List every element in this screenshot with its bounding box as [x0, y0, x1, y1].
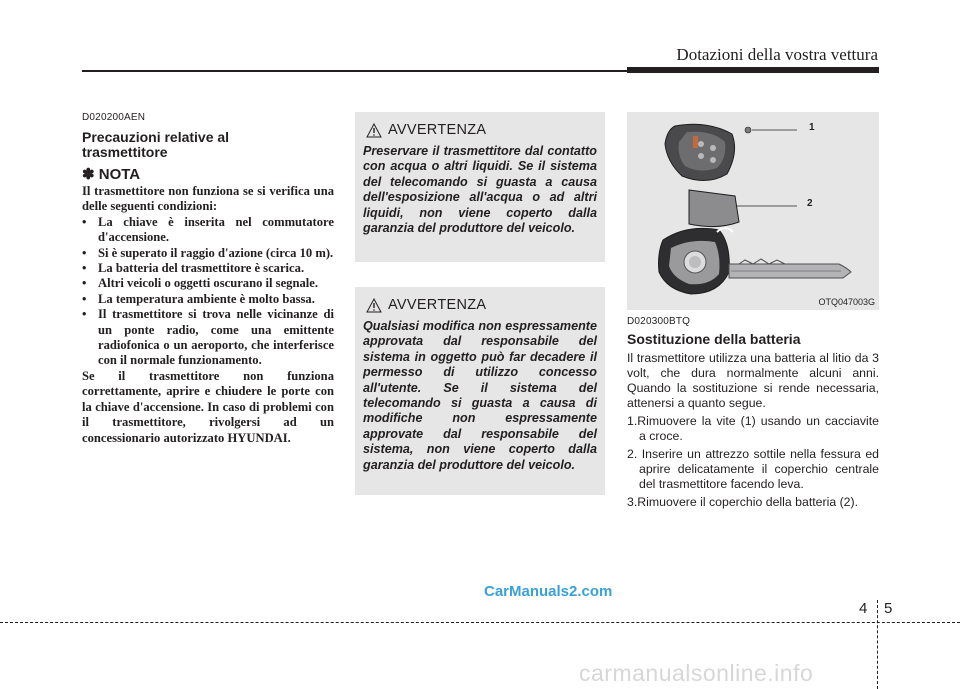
watermark-carmanuals2: CarManuals2.com: [484, 583, 613, 600]
section-title-line1: Precauzioni relative al: [82, 129, 230, 145]
section-title: Sostituzione della batteria: [627, 331, 801, 347]
section-title-line2: trasmettitore: [82, 144, 168, 160]
list-item: 1.Rimuovere la vite (1) usando un cacciavite a croce.: [627, 414, 879, 443]
warning-header: [355, 120, 605, 142]
list-item: • Il trasmettitore si trova nelle vicinanze di un ponte radio, come una emittente radiofonica o un aeroporto, che interferisce con il normale funzionamento.: [82, 307, 334, 369]
warning-title: AVVERTENZA: [388, 297, 487, 313]
section-code: D020200AEN: [82, 112, 146, 123]
list-item: 2. Inserire un attrezzo sottile nella fessura ed aprire delicatamente il coperchio centrale del trasmettitore facendo leva.: [627, 447, 879, 491]
warning-box-1: [355, 112, 605, 262]
battery-replacement-section: [627, 316, 879, 513]
page-number: 5: [884, 600, 893, 617]
warning-box-2: [355, 287, 605, 495]
warning-header: [355, 295, 605, 317]
nota-heading: [82, 166, 334, 184]
precautions-section: [82, 112, 334, 446]
page-header-title: Dotazioni della vostra vettura: [676, 45, 878, 64]
warning-triangle-icon: [366, 298, 382, 313]
key-fob-illustration: [627, 112, 879, 310]
nota-body: [82, 184, 334, 446]
key-battery-figure: [627, 112, 879, 310]
chapter-number: 4: [859, 600, 868, 617]
warning-body: Qualsiasi modifica non espressamente approvata dal responsabile del sistema in oggetto può far decadere il permesso di utilizzo concesso all'utente. Se il sistema del telecomando si guasta a causa di modifiche non espressamente approvate dal responsabile del sistema, non viene coperto dalla garanzia del produttore del veicolo.: [363, 319, 597, 472]
callout-label-2: 2: [807, 198, 813, 209]
battery-intro: Il trasmettitore utilizza una batteria al litio da 3 volt, che dura normalmente alcuni anni. Quando la sostituzione si rende necessaria, attenersi a quanto segue.: [627, 351, 879, 410]
warning-triangle-icon: [366, 123, 382, 138]
nota-label: NOTA: [98, 166, 141, 183]
list-item: • Si è superato il raggio d'azione (circa 10 m).: [82, 246, 334, 261]
warning-body: Preservare il trasmettitore dal contatto con acqua o altri liquidi. Se il sistema del telecomando si guasta a causa dell'esposizione all'acqua o ad altri liquidi, non viene coperto dalla garanzia del produttore del veicolo.: [363, 144, 597, 236]
section-code: D020300BTQ: [627, 316, 691, 327]
warning-title: AVVERTENZA: [388, 122, 487, 138]
asterisk-icon: ✽: [82, 166, 95, 183]
footer-rule: [0, 622, 960, 623]
list-item: • La batteria del trasmettitore è scarica.: [82, 261, 334, 276]
section-title: [82, 130, 334, 160]
header-rule: [82, 70, 627, 72]
footer-divider: [877, 600, 878, 689]
list-item: 3.Rimuovere il coperchio della batteria (2).: [627, 495, 859, 509]
header-rule-thick: [627, 67, 879, 73]
nota-intro: Il trasmettitore non funziona se si verifica una delle seguenti condizioni:: [82, 184, 334, 214]
watermark-carmanualsonline: carmanualsonline.info: [579, 660, 814, 686]
nota-closing: Se il trasmettitore non funziona correttamente, aprire e chiudere le porte con la chiave d'accensione. In caso di problemi con il trasmettitore, rivolgersi ad un concessionario autorizzato HYUNDAI.: [82, 368, 334, 445]
conditions-list: [82, 215, 334, 369]
list-item: • Altri veicoli o oggetti oscurano il segnale.: [82, 276, 334, 291]
figure-code: OTQ047003G: [818, 297, 875, 307]
callout-label-1: 1: [809, 122, 815, 133]
battery-steps: [627, 414, 879, 510]
list-item: • La chiave è inserita nel commutatore d'accensione.: [82, 215, 334, 246]
list-item: • La temperatura ambiente è molto bassa.: [82, 292, 334, 307]
